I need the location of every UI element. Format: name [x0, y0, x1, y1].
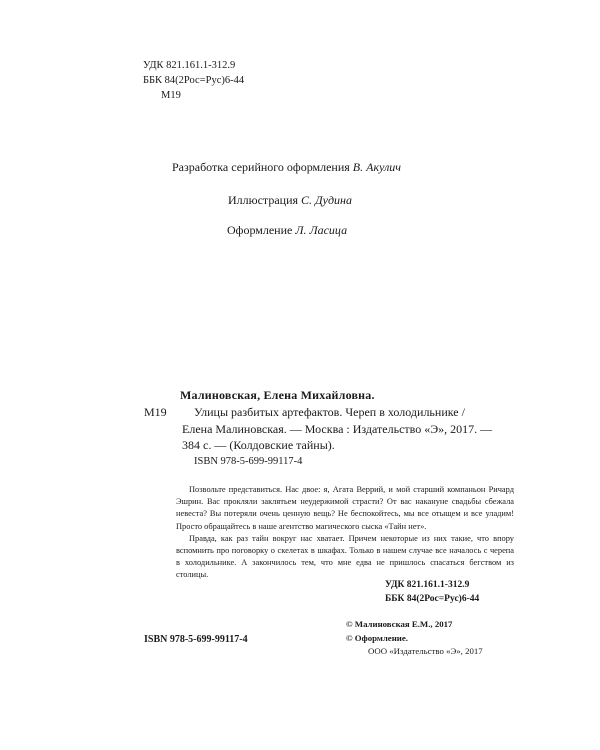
bbk-code-bottom: ББК 84(2Рос=Рус)6-44	[385, 594, 480, 604]
author-mark: М19	[161, 90, 181, 101]
bib-author: Малиновская, Елена Михайловна.	[180, 388, 375, 402]
copyright-text: Оформление.	[354, 632, 408, 643]
bib-mark: М19	[144, 405, 167, 419]
credit-series-design	[172, 160, 401, 175]
copyright-mark: ©	[346, 632, 353, 643]
credit-name: В. Акулич	[352, 160, 402, 174]
bib-line: Улицы разбитых артефактов. Череп в холодильнике /	[194, 405, 465, 419]
copyright-line	[346, 618, 483, 632]
bib-line: Елена Малиновская. — Москва : Издательство «Э», 2017. —	[182, 421, 493, 436]
copyright-line	[346, 645, 483, 659]
credit-role: Иллюстрация	[228, 193, 299, 207]
copyright-text: ООО «Издательство «Э», 2017	[368, 646, 483, 656]
credit-illustration	[228, 193, 352, 208]
copyright-block	[346, 618, 483, 659]
copyright-text: Малиновская Е.М., 2017	[354, 619, 453, 629]
credit-name: Л. Ласица	[295, 223, 348, 237]
classification-block	[143, 58, 244, 103]
credit-role: Оформление	[227, 223, 293, 237]
bib-isbn: ISBN 978-5-699-99117-4	[194, 456, 303, 467]
isbn-bottom: ISBN 978-5-699-99117-4	[144, 634, 248, 645]
annotation	[176, 484, 514, 582]
bib-description	[182, 404, 492, 454]
annotation-paragraph: Правда, как раз тайн вокруг нас хватает. Причем некоторые из них такие, что впору вспомнить про поговорку о скелетах в шкафах. Только в нашем случае все началось с черепа в холодильнике. А закончилось тем, что мне едва не пришлось спасаться бегством из столицы.	[176, 533, 514, 580]
credit-role: Разработка серийного оформления	[172, 160, 350, 174]
udk-code: УДК 821.161.1-312.9	[143, 60, 236, 71]
annotation-paragraph: Позвольте представиться. Нас двое: я, Агата Веррий, и мой старший компаньон Ричард Эшрин. Вас прокляли заклятьем неудержимой страсти? От вас накануне свадьбы сбежала невеста? Вы потеряли очень ценную вещь? Не беспокойтесь, мы все отыщем и все уладим! Просто обращайтесь в наше агентство магического сыска «Тайн нет».	[176, 485, 514, 531]
credit-name: С. Дудина	[301, 193, 352, 207]
credit-layout	[227, 223, 347, 238]
bib-line: 384 с. — (Колдовские тайны).	[182, 438, 335, 452]
classification-bottom	[385, 578, 479, 606]
copyright-mark: ©	[346, 619, 353, 629]
udk-code-bottom: УДК 821.161.1-312.9	[385, 580, 470, 590]
copyright-line	[346, 632, 483, 646]
bbk-code: ББК 84(2Рос=Рус)6-44	[143, 75, 245, 86]
